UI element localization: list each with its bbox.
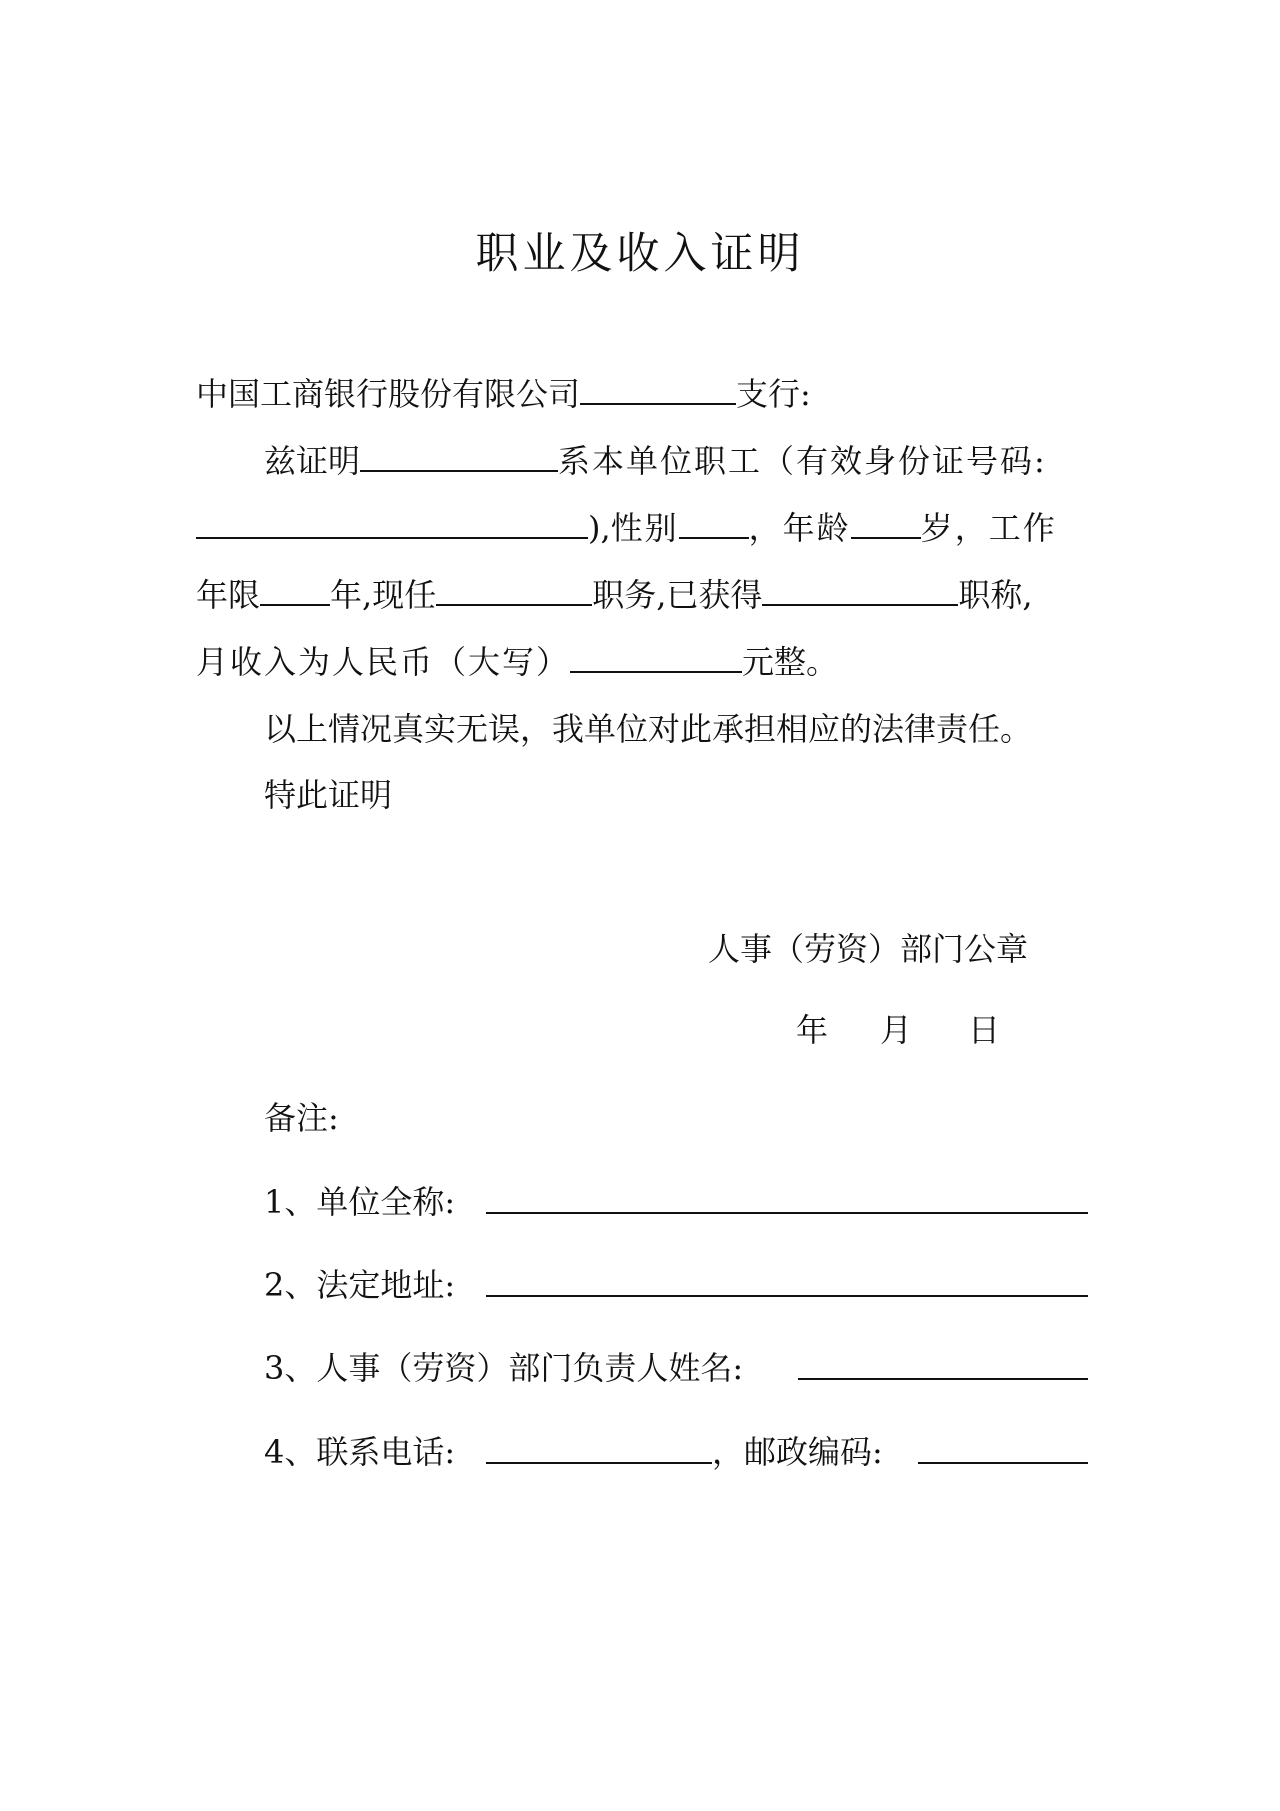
body-text: 性别 <box>610 509 679 547</box>
postal-code-label: ，邮政编码: <box>712 1433 883 1471</box>
postal-code-blank[interactable] <box>918 1430 1088 1464</box>
title-blank[interactable] <box>762 574 958 606</box>
gender-blank[interactable] <box>679 507 749 539</box>
body-line-4 <box>196 640 838 684</box>
date-month: 月 <box>880 1011 913 1049</box>
body-line-1 <box>264 439 1047 483</box>
body-text: 年, <box>330 576 373 614</box>
branch-blank[interactable] <box>580 373 736 405</box>
body-text: 现任 <box>372 576 437 614</box>
position-blank[interactable] <box>436 574 592 606</box>
income-blank[interactable] <box>570 641 742 673</box>
date-year: 年 <box>796 1011 829 1049</box>
unit-name-blank[interactable] <box>486 1180 1088 1214</box>
phone-blank[interactable] <box>486 1430 712 1464</box>
years-blank[interactable] <box>260 574 330 606</box>
body-text: 岁，工作 <box>920 509 1057 547</box>
body-text: 兹证明 <box>264 442 361 480</box>
body-text: ), <box>588 509 611 547</box>
body-text: 已获得 <box>666 576 763 614</box>
notes-heading: 备注: <box>264 1099 339 1137</box>
hr-manager-blank[interactable] <box>798 1346 1088 1380</box>
employee-name-blank[interactable] <box>360 440 558 472</box>
body-text: 月收入为人民币（大写） <box>196 643 571 681</box>
body-text: 元整。 <box>742 643 839 681</box>
body-text: 年限 <box>196 576 261 614</box>
liability-statement: 以上情况真实无误，我单位对此承担相应的法律责任。 <box>264 710 1033 748</box>
hereby-certify: 特此证明 <box>264 776 393 814</box>
note-label: 4、联系电话: <box>264 1433 456 1471</box>
addressee-prefix: 中国工商银行股份有限公司 <box>196 375 581 413</box>
body-line-3 <box>196 573 1033 617</box>
addressee-suffix: 支行: <box>736 375 811 413</box>
body-text: 系本单位职工（有效身份证号码: <box>558 442 1047 480</box>
note-label: 3、人事（劳资）部门负责人姓名: <box>264 1349 744 1387</box>
date-day: 日 <box>968 1011 1001 1049</box>
seal-label: 人事（劳资）部门公章 <box>708 930 1029 968</box>
legal-address-blank[interactable] <box>486 1263 1088 1297</box>
body-text: 职务, <box>592 576 667 614</box>
note-legal-address <box>264 1263 455 1307</box>
body-line-2 <box>196 506 1057 550</box>
addressee-line <box>196 372 811 416</box>
age-blank[interactable] <box>851 507 921 539</box>
note-unit-name <box>264 1180 455 1224</box>
note-contact <box>264 1430 455 1474</box>
body-text: ，年龄 <box>748 509 851 547</box>
id-number-blank[interactable] <box>196 507 588 539</box>
note-hr-manager <box>264 1346 743 1390</box>
body-text: 职称, <box>958 576 1033 614</box>
note-label: 1、单位全称: <box>264 1183 456 1221</box>
note-label: 2、法定地址: <box>264 1266 456 1304</box>
document-title: 职业及收入证明 <box>475 229 805 279</box>
